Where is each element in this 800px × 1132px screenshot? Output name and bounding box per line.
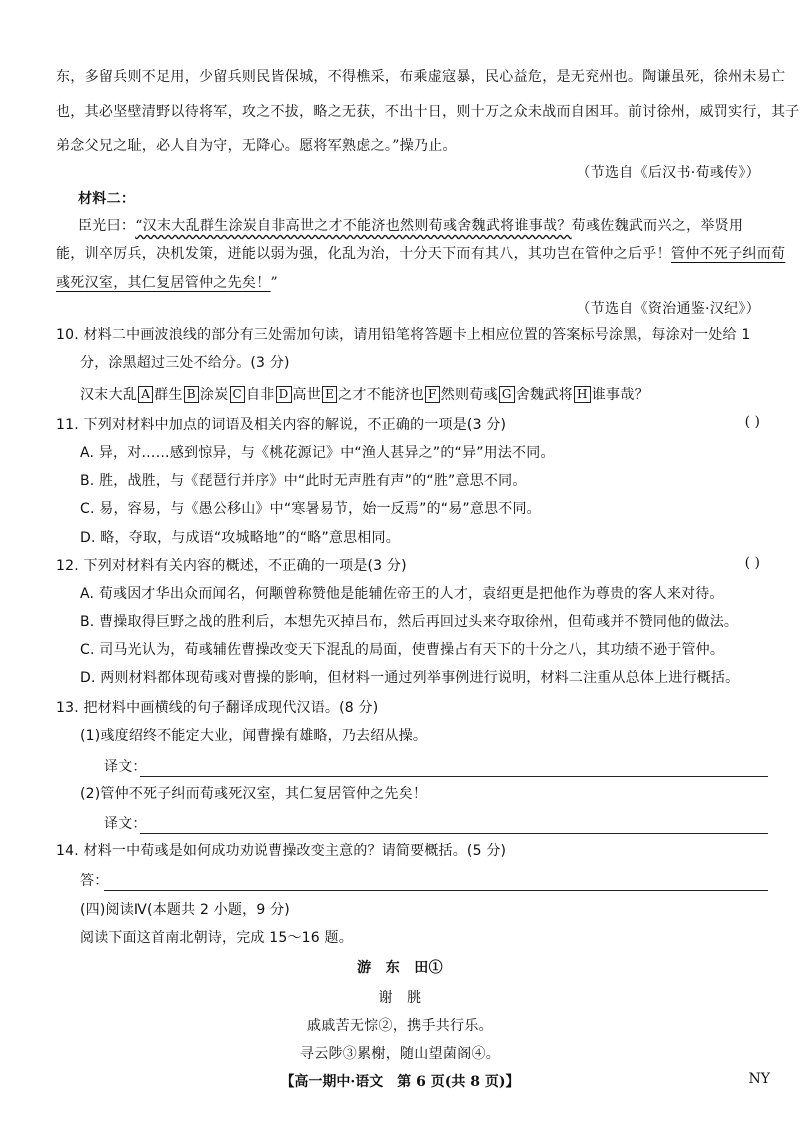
material-two-heading: 材料二： [78,191,136,207]
q10-stem-line-1: 10. 材料二中画波浪线的部分有三处需加句读，请用铅笔将答题卡上相应位置的答案标号涂黑，每涂对一处给 1 [56,327,751,343]
q13-answer-label-2: 译文： [104,816,147,832]
text-span: 汉末大乱 [80,387,138,403]
text-span: 然则荀彧 [440,387,498,403]
q12-option-b: B. 曹操取得巨野之战的胜利后，本想先灭掉吕布，然后再回过头来夺取徐州，但荀彧并不赞同他的做法。 [80,614,739,630]
q11-option-a: A. 异，对……感到惊异，与《桃花源记》中“渔人甚异之”的“异”用法不同。 [80,445,555,461]
q14-stem: 14. 材料一中荀彧是如何成功劝说曹操改变主意的？请简要概括。(5 分) [56,843,507,859]
poem-title: 游 东 田① [357,960,443,976]
answer-box-d[interactable]: D [276,386,292,403]
passage-line: 也，其必坚壁清野以待将军，攻之不拔，略之无获，不出十日，则十万之众未战而自困耳。前讨徐州，威罚实行，其子 [56,104,800,120]
q11-answer-paren[interactable]: ( ) [744,414,760,430]
passage-line: 东，多留兵则不足用，少留兵则民皆保城，不得樵采，布乘虚寇暴，民心益危，是无兖州也。陶谦虽死，徐州未易亡 [56,69,786,85]
q14-answer-line[interactable] [104,890,768,891]
q13-sentence-1: (1)彧度绍终不能定大业，闻曹操有雄略，乃去绍从操。 [80,728,428,744]
underlined-text: 管仲不死子纠而荀 [670,246,786,262]
text-span: 荀彧佐魏武而兴之，举贤用 [571,218,744,234]
answer-box-b[interactable]: B [184,386,199,403]
section-four-intro: 阅读下面这首南北朝诗，完成 15～16 题。 [80,930,353,946]
text-span: 能，训卒厉兵，决机发策，迸能以弱为强，化乱为治，十分天下而有其八，其功岂在管仲之后乎！ [56,246,671,262]
text-span: 谁事哉？ [591,387,649,403]
q13-answer-line-2[interactable] [140,833,768,834]
q10-stem-line-2: 分，涂黑超过三处不给分。(3 分) [80,355,290,371]
answer-box-g[interactable]: G [499,386,515,403]
poem-line: 戚戚苦无悰②，携手共行乐。 [307,1018,493,1034]
text-span: 涂炭 [199,387,229,403]
q12-option-c: C. 司马光认为，荀彧辅佐曹操改变天下混乱的局面，使曹操占有天下的十分之八，其功绩不逊于管仲。 [80,642,725,658]
material-two-line-1 [78,215,760,237]
q13-stem: 13. 把材料中画横线的句子翻译成现代汉语。(8 分) [56,700,379,716]
q11-option-c: C. 易，容易，与《愚公移山》中“寒暑易节，始一反焉”的“易”意思不同。 [80,501,541,517]
q12-option-d: D. 两则材料都体现荀彧对曹操的影响，但材料一通过列举事例进行说明，材料二注重从总体上进行概括。 [80,670,740,686]
material-two-line-3 [56,272,760,294]
wavy-underlined-text: “汉末大乱群生涂炭自非高世之才不能济也然则荀彧舍魏武将谁事哉？ [135,218,572,234]
text-span: ” [270,275,278,291]
poem-line: 寻云陟③累榭，随山望菌阁④。 [299,1046,501,1062]
q10-punctuation-line [80,384,760,406]
q14-answer-label: 答： [80,873,109,889]
q11-stem: 11. 下列对材料中加点的词语及相关内容的解说，不正确的一项是(3 分) [56,417,507,433]
answer-box-e[interactable]: E [322,386,337,403]
q13-answer-label-1: 译文： [104,759,147,775]
q13-sentence-2: (2)管仲不死子纠而荀彧死汉室，其仁复居管仲之先矣！ [80,786,428,802]
poem-author: 谢 朓 [378,990,422,1006]
material-two-line-2 [56,243,786,265]
q12-option-a: A. 荀彧因才华出众而闻名，何颙曾称赞他是能辅佐帝王的人才，袁绍更是把他作为尊贵的客人来对待。 [80,586,724,602]
page-footer: 【高一期中·语文 第 6 页(共 8 页)】 [280,1074,520,1090]
q12-stem: 12. 下列对材料有关内容的概述，不正确的一项是(3 分) [56,558,407,574]
section-four-heading: (四)阅读Ⅳ(本题共 2 小题，9 分) [80,902,290,918]
q13-answer-line-1[interactable] [140,776,768,777]
answer-box-f[interactable]: F [425,386,440,403]
source-citation-1: （节选自《后汉书·荀彧传》） [576,165,760,181]
text-span: 自非 [246,387,275,403]
footer-code: NY [748,1071,770,1087]
q12-answer-paren[interactable]: ( ) [744,555,760,571]
speaker-label: 臣光曰： [78,218,136,234]
answer-box-c[interactable]: C [230,386,245,403]
text-span: 高世 [292,387,322,403]
answer-box-a[interactable]: A [138,386,153,403]
source-citation-2: （节选自《资治通鉴·汉纪》） [576,301,760,317]
text-span: 之才不能济也 [338,387,425,403]
text-span: 群生 [154,387,183,403]
q11-option-b: B. 胜，战胜，与《琵琶行并序》中“此时无声胜有声”的“胜”意思不同。 [80,473,527,489]
q11-option-d: D. 略，夺取，与成语“攻城略地”的“略”意思相同。 [80,530,400,546]
passage-line: 弟念父兄之耻，必人自为守，无降心。愿将军熟虑之。”操乃止。 [56,138,457,154]
underlined-text: 彧死汉室，其仁复居管仲之先矣！ [56,275,271,291]
text-span: 舍魏武将 [515,387,573,403]
answer-box-h[interactable]: H [574,386,591,403]
